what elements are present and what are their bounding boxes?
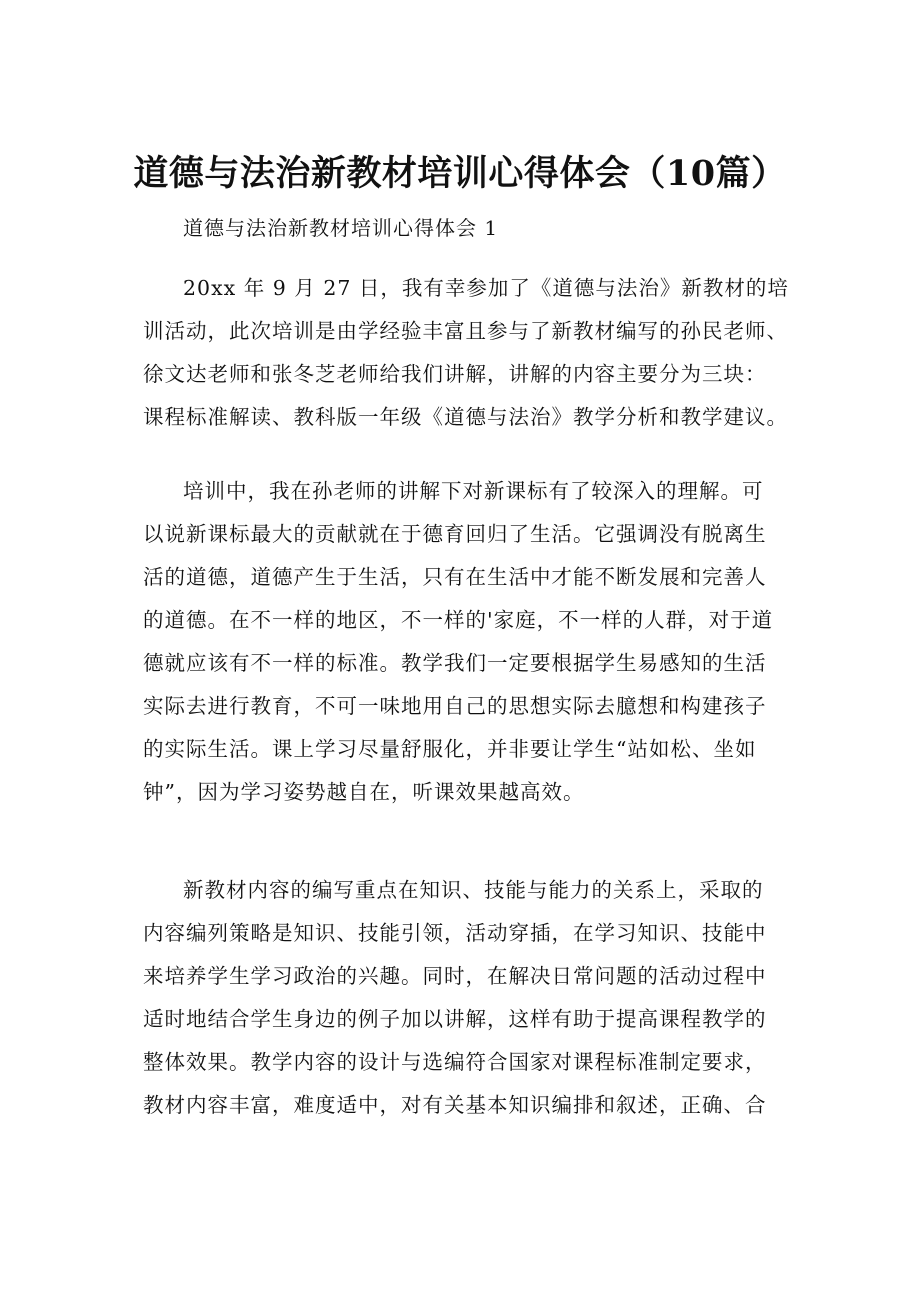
text-line: 培训中，我在孙老师的讲解下对新课标有了较深入的理解。可	[183, 479, 764, 503]
document-title: 道德与法治新教材培训心得体会（10篇）	[133, 153, 787, 194]
text-line: 的实际生活。课上学习尽量舒服化，并非要让学生“站如松、坐如	[143, 737, 757, 761]
text-line: 活的道德，道德产生于生活，只有在生活中才能不断发展和完善人	[143, 565, 767, 589]
text-line: 整体效果。教学内容的设计与选编符合国家对课程标准制定要求，	[143, 1050, 767, 1074]
text-line: 适时地结合学生身边的例子加以讲解，这样有助于提高课程教学的	[143, 1007, 767, 1031]
text-line: 实际去进行教育，不可一味地用自己的思想实际去臆想和构建孩子	[143, 694, 767, 718]
paragraph-1	[143, 267, 803, 439]
text-line: 徐文达老师和张冬芝老师给我们讲解，讲解的内容主要分为三块：	[143, 362, 767, 386]
text-line: 来培养学生学习政治的兴趣。同时，在解决日常问题的活动过程中	[143, 964, 767, 988]
document-subtitle: 道德与法治新教材培训心得体会 1	[183, 216, 499, 240]
text-line: 德就应该有不一样的标准。教学我们一定要根据学生易感知的生活	[143, 651, 767, 675]
text-line: 以说新课标最大的贡献就在于德育回归了生活。它强调没有脱离生	[143, 522, 767, 546]
text-line: 课程标准解读、教科版一年级《道德与法治》教学分析和教学建议。	[143, 405, 788, 429]
paragraph-3	[143, 869, 803, 1127]
text-line: 内容编列策略是知识、技能引领，活动穿插，在学习知识、技能中	[143, 921, 767, 945]
paragraph-2	[143, 470, 803, 814]
text-line: 钟”，因为学习姿势越自在，听课效果越高效。	[143, 780, 585, 804]
text-line: 新教材内容的编写重点在知识、技能与能力的关系上，采取的	[183, 878, 764, 902]
text-line: 的道德。在不一样的地区，不一样的'家庭，不一样的人群，对于道	[143, 608, 774, 632]
text-line: 教材内容丰富，难度适中，对有关基本知识编排和叙述，正确、合	[143, 1093, 767, 1117]
text-line: 训活动，此次培训是由学经验丰富且参与了新教材编写的孙民老师、	[143, 319, 788, 343]
text-line: 20xx 年 9 月 27 日，我有幸参加了《道德与法治》新教材的培	[183, 276, 789, 300]
